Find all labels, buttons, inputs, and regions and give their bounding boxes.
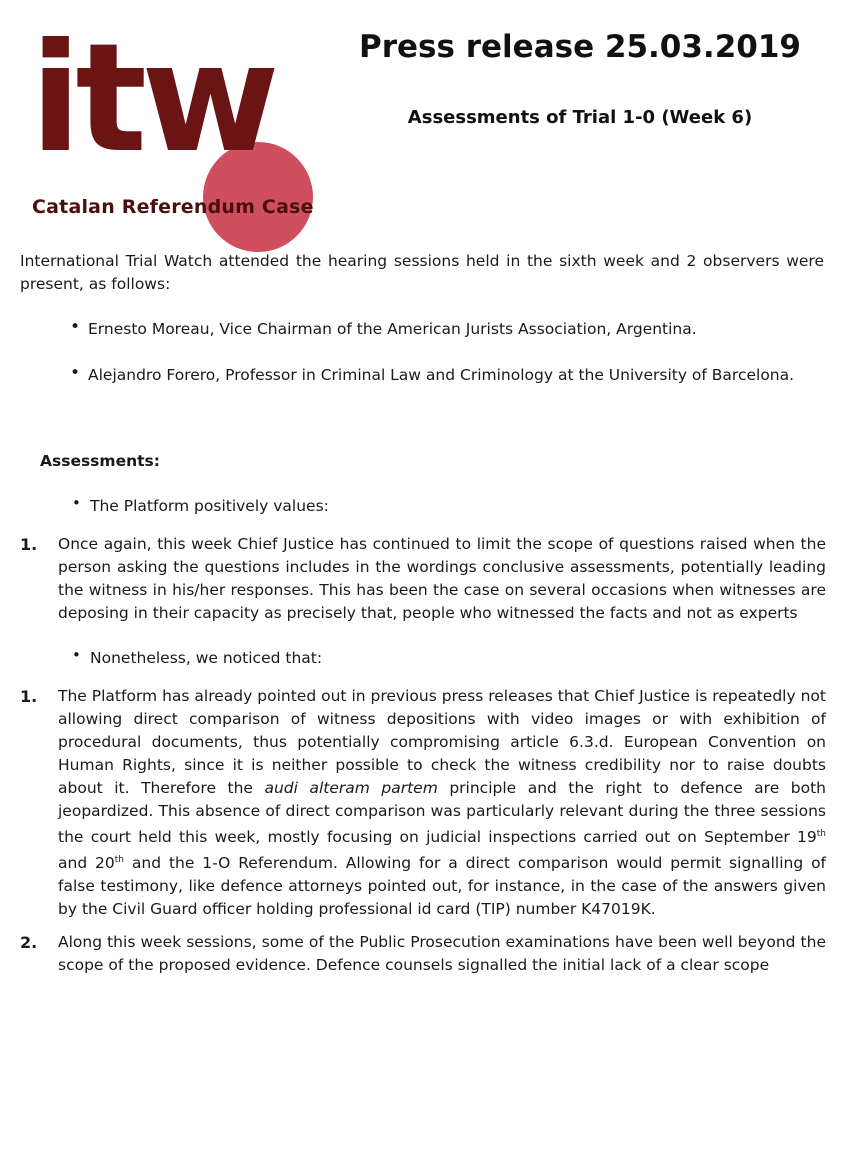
document-header (20, 0, 830, 250)
list-item: Along this week sessions, some of the Public Prosecution examinations have been well beyond the scope of the proposed evidence. Defence counsels signalled the initial lack of a clear scope (58, 933, 826, 975)
assessments-heading: Assessments: (40, 452, 160, 470)
positive-values-list (20, 533, 830, 625)
positive-values-lead (20, 495, 830, 517)
note-sup-1: th (816, 829, 826, 839)
page-subtitle: Assessments of Trial 1-0 (Week 6) (407, 107, 753, 128)
document-body (20, 250, 830, 977)
notes-list (20, 685, 830, 977)
note-text-d: and the 1-O Referendum. Allowing for a direct comparison would permit signalling of false testimony, like defence attorneys pointed out, for instance, in the case of the answers given by the Civil Guard officer holding professional id card (TIP) number K47019K. (58, 854, 827, 919)
logo-wordmark: itw (30, 12, 274, 186)
list-item: • The Platform positively values: (20, 495, 830, 517)
note-text-italic: audi alteram partem (264, 779, 438, 797)
page-title: Press release 25.03.2019 (359, 29, 801, 65)
note-sup-2: th (114, 855, 125, 866)
note-text-b: principle and the right to defence are both jeopardized. This absence of direct comparison was particularly relevant during the three sessions the court held this week, mostly focusing on judicial inspections carried out on September 19 (58, 779, 826, 847)
list-item: • Alejandro Forero, Professor in Criminal Law and Criminology at the University of Barcelona. (20, 364, 830, 386)
list-item: • Ernesto Moreau, Vice Chairman of the American Jurists Association, Argentina. (20, 318, 830, 340)
note-text-a: The Platform has already pointed out in previous press releases that Chief Justice is repeatedly not allowing direct comparison of witness depositions with video images or with exhibition of procedural documents, thus potentially compromising article 6.3.d. European Convention on Human Rights, since it is neither possible to check the witness credibility nor to raise doubts about it. Therefore the (58, 687, 826, 797)
observers-list (20, 318, 830, 386)
itw-logo (20, 14, 320, 239)
note-text-c: and 20 (58, 854, 115, 873)
logo-tagline: Catalan Referendum Case (32, 196, 314, 218)
intro-paragraph: International Trial Watch attended the hearing sessions held in the sixth week and 2 observers were present, as follows: (20, 252, 824, 293)
nonetheless-lead (20, 647, 830, 669)
list-item: • Nonetheless, we noticed that: (20, 647, 830, 669)
list-item: Once again, this week Chief Justice has continued to limit the scope of questions raised when the person asking the questions includes in the wordings conclusive assessments, potentially leading the witness in his/her responses. This has been the case on several occasions when witnesses are deposing in their capacity as precisely that, people who witnessed the facts and not as experts (58, 535, 826, 622)
list-item (20, 685, 830, 921)
title-block (320, 28, 840, 130)
